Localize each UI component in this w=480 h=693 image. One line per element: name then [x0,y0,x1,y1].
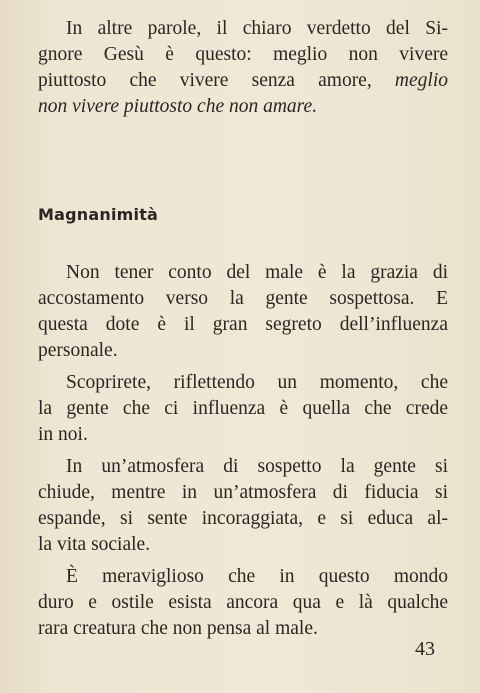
intro-line [38,94,448,120]
paragraph-line: È meraviglioso che in questo mondo [66,566,448,587]
paragraph [38,564,448,642]
section-heading: Magnanimità [38,205,159,224]
paragraph-line: accostamento verso la gente sospettosa. E [38,288,448,309]
paragraph-line: duro e ostile esista ancora qua e là qualche [38,592,448,613]
paragraph-line: in noi. [38,424,88,445]
paragraph [38,454,448,558]
page-number: 43 [415,638,435,660]
paragraph-line: In un’atmosfera di sospetto la gente si [66,456,448,477]
paragraph-line: Non tener conto del male è la grazia di [66,262,448,283]
section-body [38,260,448,648]
paragraph-line: personale. [38,340,118,361]
paragraph-line: Scoprirete, riflettendo un momento, che [66,372,448,393]
intro-line-italic: meglio [394,70,448,91]
paragraph [38,260,448,364]
paragraph [38,370,448,448]
paragraph-line: espande, si sente incoraggiata, e si educa al- [38,508,448,529]
paragraph-line: la vita sociale. [38,534,151,555]
paragraph-line: la gente che ci influenza è quella che crede [38,398,448,419]
intro-line: gnore Gesù è questo: meglio non vivere [38,44,448,65]
intro-line: In altre parole, il chiaro verdetto del Si- [66,18,448,39]
paragraph-line: chiude, mentre in un’atmosfera di fiducia si [38,482,448,503]
intro-line-plain: piuttosto che vivere senza amore, [38,70,395,91]
paragraph-line: rara creatura che non pensa al male. [38,618,318,639]
intro-line-italic: non vivere piuttosto che non amare. [38,96,318,117]
intro-paragraph [38,16,448,120]
paragraph-line: questa dote è il gran segreto dell’influenza [38,314,448,335]
intro-line [38,68,448,94]
